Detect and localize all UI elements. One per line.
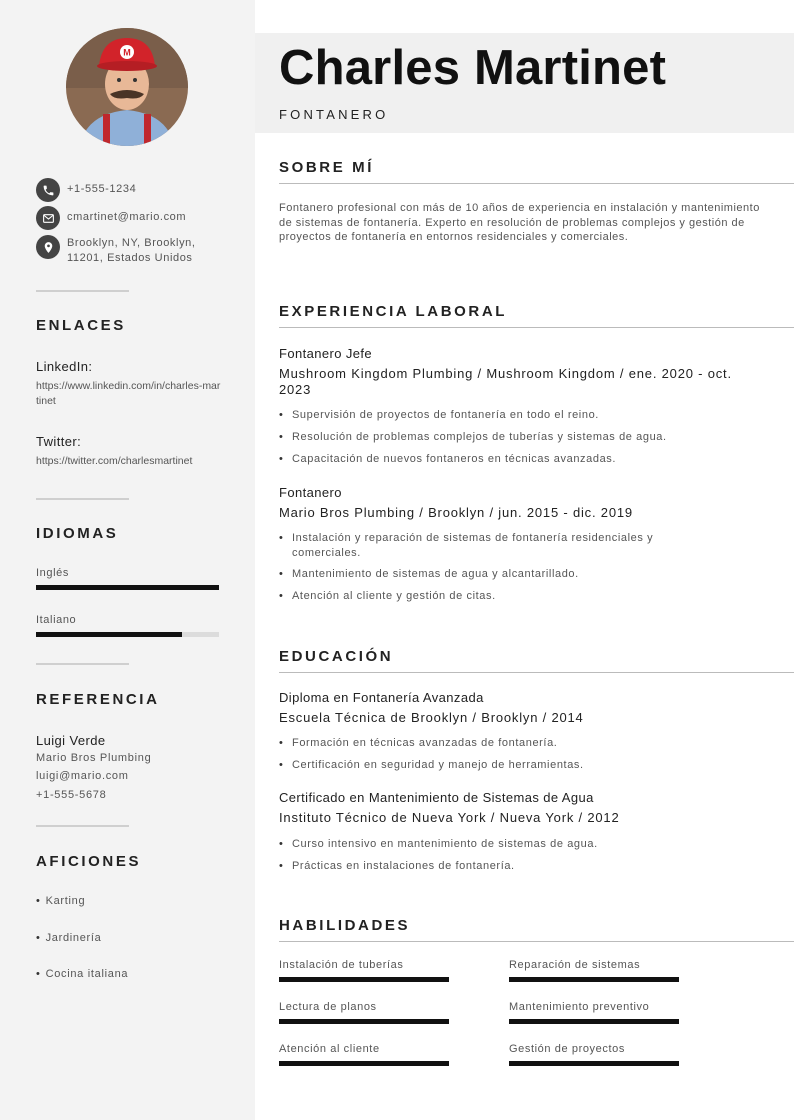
reference-phone: +1-555-5678 [36,789,107,801]
skill-bar [279,1019,449,1024]
about-heading: SOBRE MÍ [279,159,374,176]
education-bullet: • Curso intensivo en mantenimiento de sistemas de agua. [279,837,719,852]
reference-email: luigi@mario.com [36,770,129,782]
sidebar-divider [36,663,129,665]
language-name: Italiano [36,614,77,626]
job-title: Fontanero [279,485,342,500]
sidebar-divider [36,498,129,500]
sidebar-divider [36,290,129,292]
sidebar [0,0,255,1120]
education-bullet: • Certificación en seguridad y manejo de herramientas. [279,758,719,773]
phone-icon [36,178,60,202]
address-line-1: Brooklyn, NY, Brooklyn, [67,237,196,249]
education-bullet: • Formación en técnicas avanzadas de fontanería. [279,736,719,751]
about-text: Fontanero profesional con más de 10 años de experiencia en instalación y mantenimiento de sistemas de fontanería. Experto en resolución de problemas complejos y gestión de proyectos de fontanería en entornos residenciales y comerciales. [279,202,760,243]
skill-bar [279,977,449,982]
twitter-link[interactable]: https://twitter.com/charlesmartinet [36,455,193,467]
skill-name: Mantenimiento preventivo [509,1001,650,1013]
skill-bar [509,1061,679,1066]
reference-name: Luigi Verde [36,733,106,748]
hobby-item: • Karting [36,895,86,907]
hobbies-heading: AFICIONES [36,853,142,870]
job-bullet: • Mantenimiento de sistemas de agua y alcantarillado. [279,567,719,582]
contact-email [36,206,186,230]
education-subtitle: Escuela Técnica de Brooklyn / Brooklyn / 2014 [279,710,584,725]
language-level-bar [36,585,219,590]
job-title: Fontanero Jefe [279,346,373,361]
job-bullet: • Supervisión de proyectos de fontanería en todo el reino. [279,408,719,423]
skill-bar [279,1061,449,1066]
skill-name: Reparación de sistemas [509,959,641,971]
experience-heading: EXPERIENCIA LABORAL [279,303,508,320]
job-bullet: • Resolución de problemas complejos de tuberías y sistemas de agua. [279,430,719,445]
languages-heading: IDIOMAS [36,525,119,542]
reference-heading: REFERENCIA [36,691,160,708]
job-bullet: • Atención al cliente y gestión de citas. [279,589,719,604]
email-text: cmartinet@mario.com [67,211,187,223]
skill-name: Atención al cliente [279,1043,380,1055]
skill-bar [509,1019,679,1024]
linkedin-link[interactable]: https://www.linkedin.com/in/charles-martinet [36,380,221,407]
education-subtitle: Instituto Técnico de Nueva York / Nueva York / 2012 [279,810,620,825]
hobby-item: • Jardinería [36,932,102,944]
location-pin-icon [36,235,60,259]
candidate-role: FONTANERO [279,107,389,122]
job-subtitle: Mario Bros Plumbing / Brooklyn / jun. 2015 - dic. 2019 [279,505,633,520]
skill-bar [509,977,679,982]
section-rule [279,327,794,328]
hobby-item: • Cocina italiana [36,968,129,980]
education-bullet: • Prácticas en instalaciones de fontanería. [279,859,719,874]
education-title: Diploma en Fontanería Avanzada [279,690,484,705]
education-heading: EDUCACIÓN [279,648,394,665]
language-level-bar [36,632,219,637]
sidebar-divider [36,825,129,827]
links-heading: ENLACES [36,317,126,334]
svg-text:M: M [123,47,131,58]
language-level-fill [36,585,219,590]
contact-phone [36,178,136,202]
avatar [66,28,188,146]
twitter-label: Twitter: [36,434,82,449]
linkedin-label: LinkedIn: [36,359,93,374]
language-name: Inglés [36,567,69,579]
job-bullet: • Instalación y reparación de sistemas de fontanería residenciales y comerciales. [279,531,719,560]
language-level-fill [36,632,182,637]
mail-icon [36,206,60,230]
avatar-portrait [66,28,188,146]
skill-name: Gestión de proyectos [509,1043,625,1055]
job-bullet: • Capacitación de nuevos fontaneros en técnicas avanzadas. [279,452,719,467]
section-rule [279,672,794,673]
education-title: Certificado en Mantenimiento de Sistemas de Agua [279,790,594,805]
address-text [67,235,196,265]
candidate-name: Charles Martinet [279,41,667,95]
skills-heading: HABILIDADES [279,917,411,934]
contact-address [36,235,196,265]
section-rule [279,183,794,184]
phone-text: +1-555-1234 [67,183,137,195]
skill-name: Instalación de tuberías [279,959,404,971]
skill-name: Lectura de planos [279,1001,377,1013]
address-line-2: 11201, Estados Unidos [67,251,193,264]
job-subtitle: Mushroom Kingdom Plumbing / Mushroom Kingdom / ene. 2020 - oct. 2023 [279,366,732,397]
reference-company: Mario Bros Plumbing [36,752,152,764]
section-rule [279,941,794,942]
